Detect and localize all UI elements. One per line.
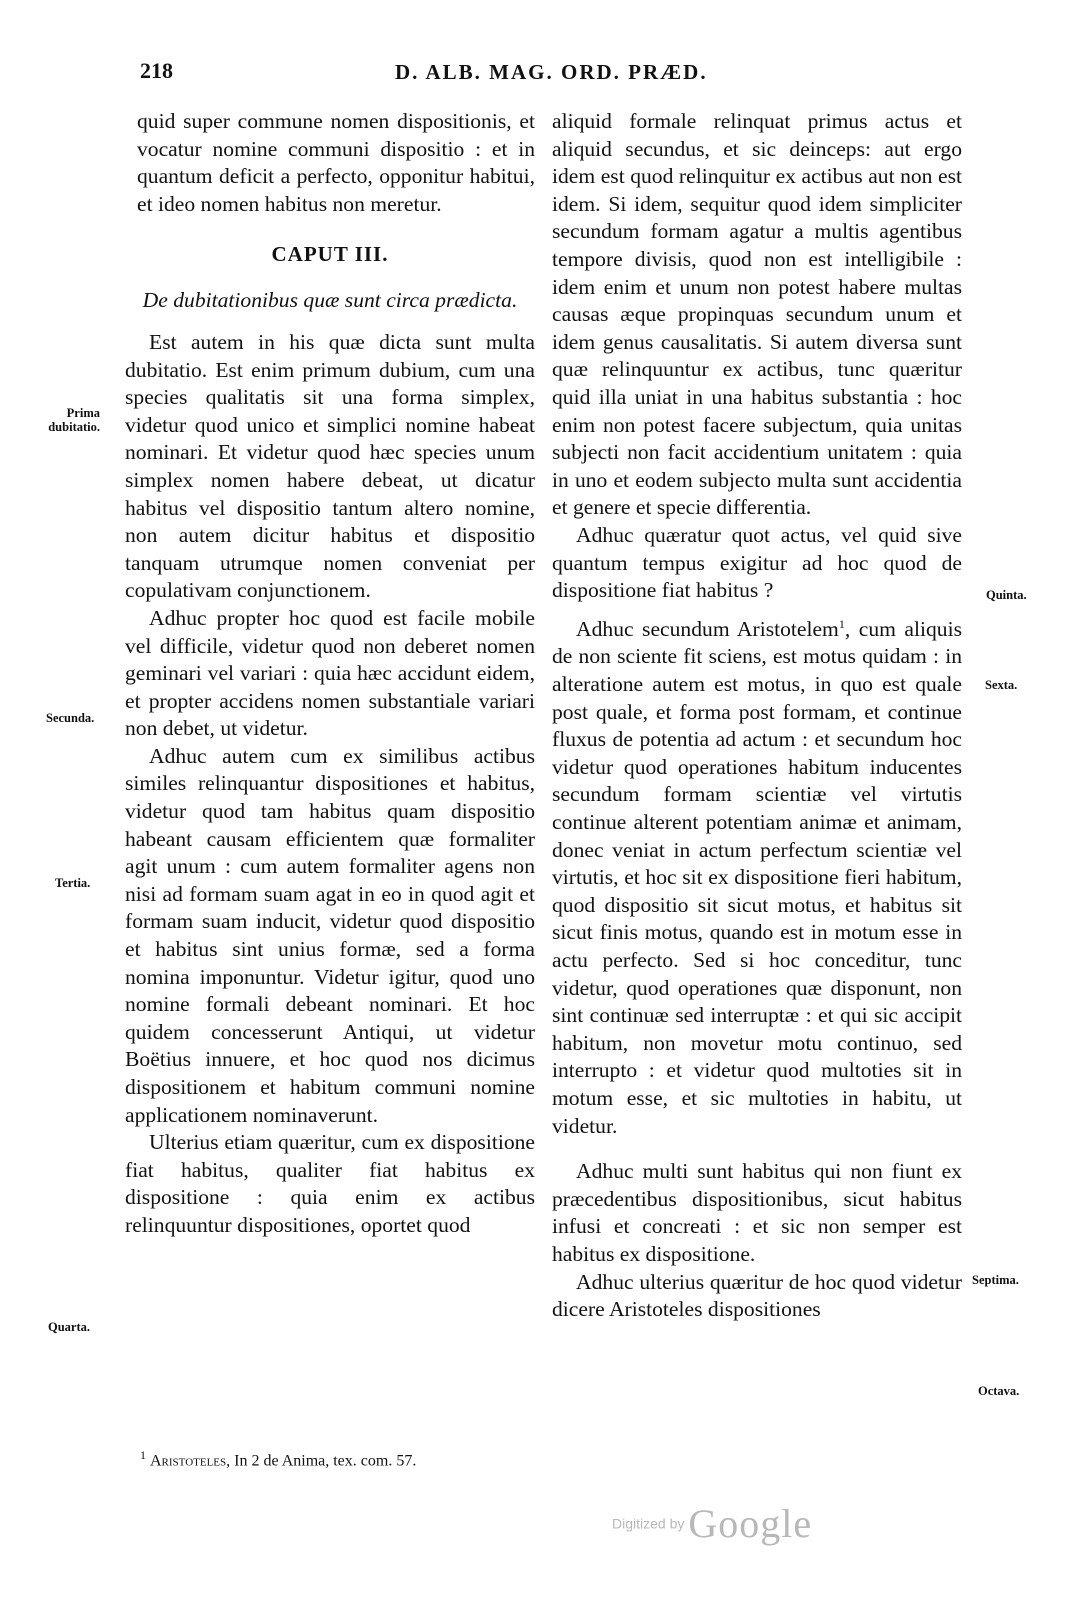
right-continuation-paragraph: aliquid formale relinquat primus actus et aliquid secundus, et sic deinceps: aut ergo idem est quod relinquitur ex actibus aut non est idem. Si idem, sequitur quod idem simpliciter secundum formam agatur a multis agentibus tempore divisis, quod non est intelligibile : idem enim et unum non potest habere multas causas æque propinquas secundum unum et idem genus causalitatis. Si autem diversa sunt quæ relinquuntur ex actibus, tunc quæritur quid illa uniat in una habitus substantia : hoc enim non potest facere subjectum, quia unitas subjecti non facit accidentium unitatem : quia in uno et eodem subjecto multa sunt accidentia et genere et specie differentia.	[552, 109, 962, 520]
right-column	[552, 108, 962, 1324]
chapter-title: CAPUT III.	[271, 242, 389, 267]
paragraph-octava: Adhuc ulterius quæritur de hoc quod videtur dicere Aristoteles dispositiones	[552, 1269, 962, 1322]
paragraph-sexta	[552, 611, 962, 1140]
left-opening-paragraph: quid super commune nomen dispositionis, et vocatur nomine communi dispositio : et in quantum deficit a perfecto, opponitur habitui, et ideo nomen habitus non meretur.	[137, 109, 535, 216]
margin-note-quinta: Quinta.	[986, 588, 1027, 602]
margin-note-secunda: Secunda.	[46, 711, 95, 725]
paragraph-septima: Adhuc multi sunt habitus qui non fiunt ex præcedentibus dispositionibus, sicut habitus infusi et concreati : et sic non semper est habitus ex dispositione.	[552, 1159, 962, 1266]
paragraph-sexta-start: Adhuc secundum Aristotelem	[576, 616, 839, 641]
page-number: 218	[140, 58, 173, 83]
running-title: D. ALB. MAG. ORD. PRÆD.	[395, 60, 708, 84]
google-logo: Google	[688, 1501, 813, 1546]
paragraph-secunda: Adhuc propter hoc quod est facile mobile vel difficile, videtur quod non deberet nomen geminari vel variari : quia hæc accidunt eidem, et propter accidens nomen substantiale variari non debet, ut videtur.	[125, 605, 535, 741]
footnote	[140, 1448, 416, 1470]
footnote-marker: 1	[140, 1448, 146, 1462]
margin-note-sexta: Sexta.	[985, 678, 1018, 692]
margin-note-prima: Prima dubitatio.	[48, 406, 100, 434]
margin-note-octava: Octava.	[978, 1384, 1020, 1398]
digitized-watermark	[612, 1500, 812, 1547]
chapter-subtitle: De dubitationibus quæ sunt circa prædicta.	[142, 288, 518, 313]
margin-note-quarta: Quarta.	[48, 1320, 91, 1334]
margin-note-tertia: Tertia.	[55, 876, 91, 890]
paragraph-sexta-rest: , cum aliquis de non sciente fit sciens, est motus quidam : in alteratione autem est motus, in quo est quale post quale, et forma post formam, et continue fluxus de potentia ad actum : et secundum hoc videtur quod operationes habitum inducentes secundum formam scientiæ vel virtutis continue alterent potentiam animæ et animam, donec veniat in actum perfectum scientiæ vel virtutis, et hoc sit ex dispositione fieri habitum, quod dispositio sit sicut motus, et habitus sit sicut finis motus, quando est in motum esse in actu perfecto. Sed si hoc conceditur, tunc videtur, quod operationes quæ disponunt, non sint continuæ sed interruptæ : et qui sic accipit habitum, non movetur motu continuo, sed interrupto : et videtur quod multoties sit in motum esse, et sic multoties in habitu, ut videtur.	[552, 616, 962, 1138]
watermark-prefix: Digitized by	[612, 1515, 685, 1532]
paragraph-quarta: Ulterius etiam quæritur, cum ex dispositione fiat habitus, qualiter fiat habitus ex dispositione : quia enim ex actibus relinquuntur dispositiones, oportet quod	[125, 1130, 535, 1237]
paragraph-quinta: Adhuc quæratur quot actus, vel quid sive quantum tempus exigitur ad hoc quod de dispositione fiat habitus ?	[552, 522, 962, 603]
paragraph-prima: Est autem in his quæ dicta sunt multa dubitatio. Est enim primum dubium, cum una species qualitatis sit una forma simplex, videtur quod unico et simplici nomine habeat nominari. Et videtur quod hæc species unum simplex nomen habere debeat, ut dicatur habitus vel dispositio tantum altero nomine, non autem dicitur habitus et dispositio tanquam utrumque nomen conveniat per copulativam conjunctionem.	[125, 329, 535, 603]
footnote-reference: 1	[838, 616, 845, 631]
footnote-author: Aristoteles	[150, 1452, 227, 1470]
page-header	[0, 58, 1073, 98]
margin-note-septima: Septima.	[972, 1273, 1019, 1287]
paragraph-tertia: Adhuc autem cum ex similibus actibus similes relinquantur dispositiones et habitus, videtur quod tam habitus quam dispositio habeant causam efficientem quæ formaliter agit unum : cum autem formaliter agens non nisi ad formam suam agat in eo in quod agit et formam suam inducit, videtur quod dispositio et habitus sint unius formæ, sed a forma nomina imponuntur. Videtur igitur, quod uno nomine formali debeant nominari. Et hoc quidem concesserunt Antiqui, ut videtur Boëtius innuere, et hoc quod nos dicimus dispositionem et habitum communi nomine applicationem nominaverunt.	[125, 743, 535, 1127]
footnote-text: , In 2 de Anima, tex. com. 57.	[226, 1452, 417, 1470]
left-column	[125, 108, 535, 1240]
